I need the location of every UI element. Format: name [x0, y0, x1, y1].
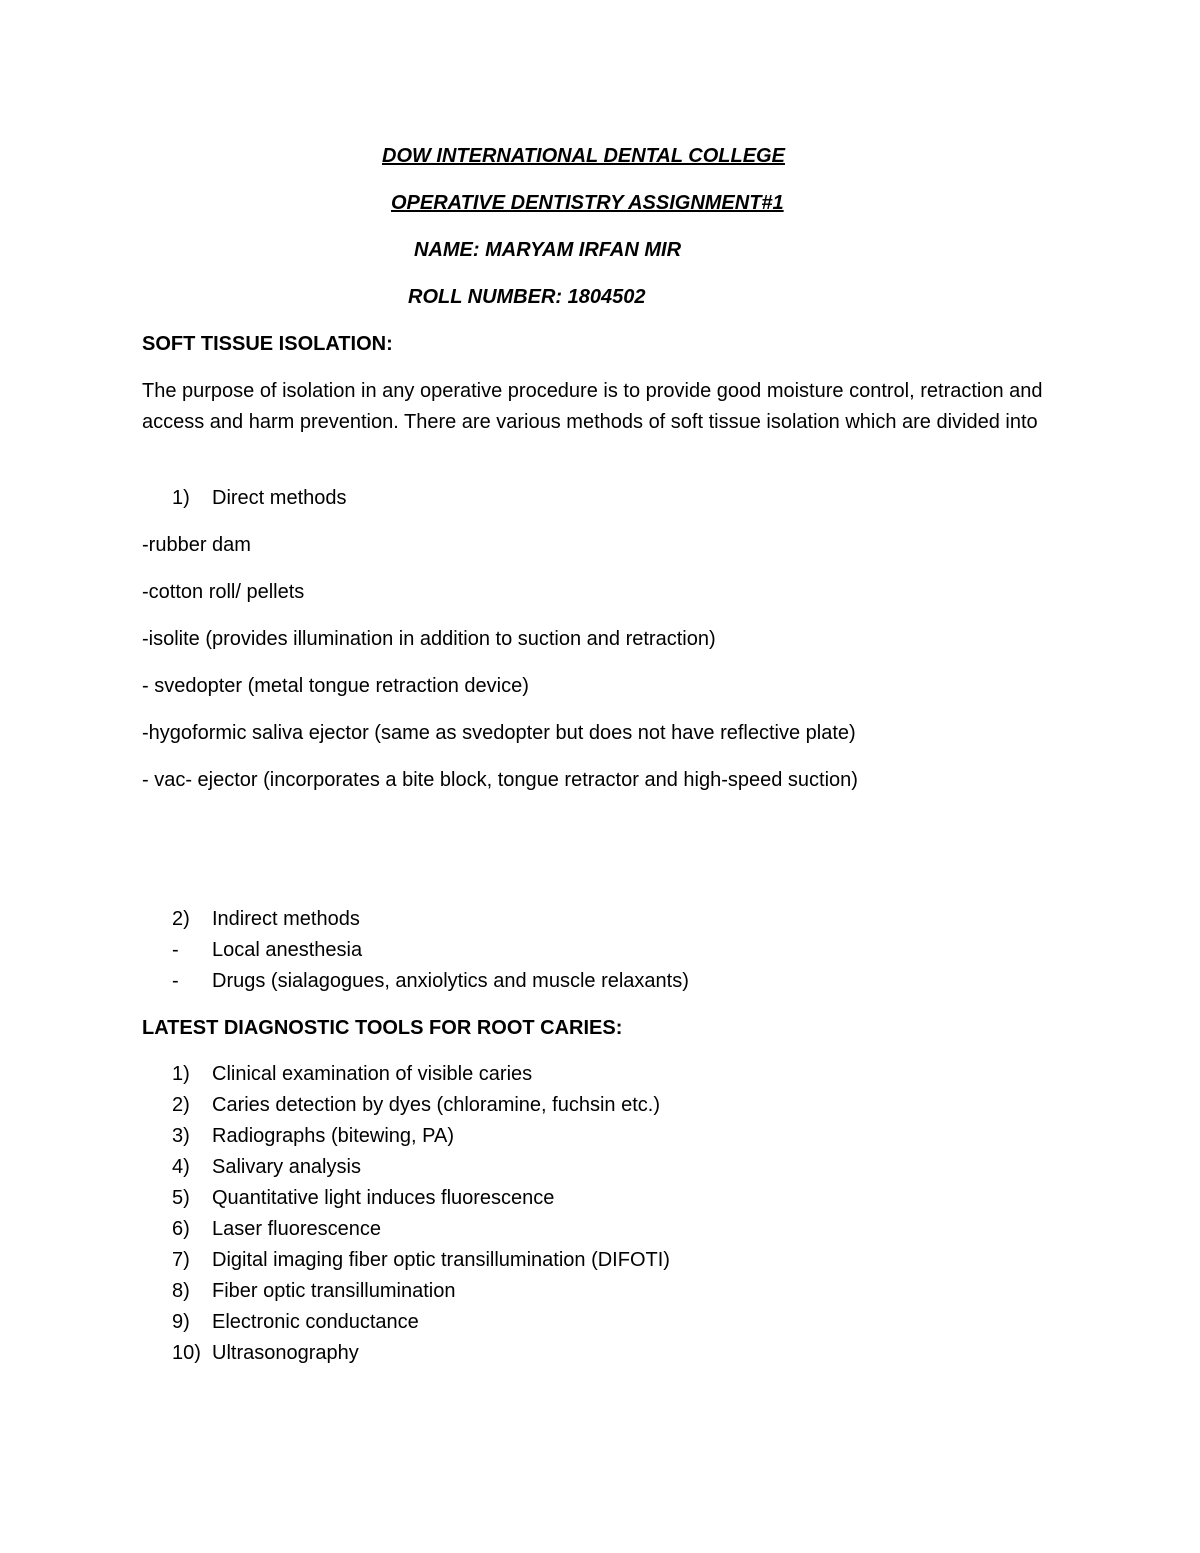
- list-marker: 10): [172, 1342, 201, 1364]
- diagnostic-item-text: Ultrasonography: [212, 1342, 359, 1364]
- list-marker: 7): [172, 1249, 190, 1271]
- diagnostic-heading: LATEST DIAGNOSTIC TOOLS FOR ROOT CARIES:: [142, 1017, 623, 1039]
- direct-item-rubber-dam: -rubber dam: [142, 534, 251, 556]
- indirect-item-text: Local anesthesia: [212, 939, 363, 961]
- diagnostic-item: [172, 1124, 454, 1148]
- list-marker: -: [172, 970, 179, 992]
- indirect-methods-item: [172, 907, 360, 931]
- roll-number: ROLL NUMBER: 1804502: [408, 286, 646, 308]
- diagnostic-item-text: Laser fluorescence: [212, 1218, 381, 1240]
- direct-item-cotton-roll: -cotton roll/ pellets: [142, 581, 305, 603]
- college-title: DOW INTERNATIONAL DENTAL COLLEGE: [382, 145, 785, 167]
- diagnostic-item: [172, 1186, 554, 1210]
- student-name: NAME: MARYAM IRFAN MIR: [414, 239, 682, 261]
- indirect-item-text: Drugs (sialagogues, anxiolytics and muscle relaxants): [212, 970, 689, 992]
- indirect-item-local-anesthesia: [172, 938, 362, 962]
- diagnostic-item-text: Digital imaging fiber optic transillumination (DIFOTI): [212, 1249, 670, 1271]
- direct-methods-label: Direct methods: [212, 487, 347, 509]
- list-marker: -: [172, 939, 179, 961]
- list-marker: 3): [172, 1125, 190, 1147]
- direct-item-svedopter: - svedopter (metal tongue retraction device): [142, 675, 529, 697]
- list-marker: 2): [172, 908, 190, 930]
- list-marker: 2): [172, 1094, 190, 1116]
- diagnostic-item: [172, 1062, 532, 1086]
- diagnostic-item-text: Fiber optic transillumination: [212, 1280, 456, 1302]
- diagnostic-item-text: Radiographs (bitewing, PA): [212, 1125, 454, 1147]
- diagnostic-item: [172, 1217, 381, 1241]
- diagnostic-item-text: Caries detection by dyes (chloramine, fuchsin etc.): [212, 1094, 660, 1116]
- soft-tissue-paragraph: The purpose of isolation in any operative procedure is to provide good moisture control, retraction and access and harm prevention. There are various methods of soft tissue isolation which are divided into: [142, 380, 1043, 433]
- direct-methods-item: [172, 486, 347, 510]
- soft-tissue-heading: SOFT TISSUE ISOLATION:: [142, 333, 393, 355]
- diagnostic-item-text: Electronic conductance: [212, 1311, 419, 1333]
- diagnostic-item: [172, 1155, 361, 1179]
- list-marker: 4): [172, 1156, 190, 1178]
- list-marker: 1): [172, 1063, 190, 1085]
- list-marker: 9): [172, 1311, 190, 1333]
- diagnostic-item: [172, 1248, 670, 1272]
- list-marker: 6): [172, 1218, 190, 1240]
- diagnostic-item-text: Clinical examination of visible caries: [212, 1063, 533, 1085]
- diagnostic-item-text: Salivary analysis: [212, 1156, 361, 1178]
- list-marker: 8): [172, 1280, 190, 1302]
- diagnostic-item: [172, 1341, 359, 1365]
- diagnostic-item: [172, 1093, 660, 1117]
- direct-item-isolite: -isolite (provides illumination in addition to suction and retraction): [142, 628, 716, 650]
- list-marker: 1): [172, 487, 190, 509]
- indirect-methods-label: Indirect methods: [212, 908, 360, 930]
- direct-item-vac-ejector: - vac- ejector (incorporates a bite block, tongue retractor and high-speed suction): [142, 769, 858, 791]
- indirect-item-drugs: [172, 969, 689, 993]
- diagnostic-item-text: Quantitative light induces fluorescence: [212, 1187, 555, 1209]
- list-marker: 5): [172, 1187, 190, 1209]
- assignment-title: OPERATIVE DENTISTRY ASSIGNMENT#1: [391, 192, 784, 214]
- diagnostic-item: [172, 1279, 455, 1303]
- direct-item-saliva-ejector: -hygoformic saliva ejector (same as svedopter but does not have reflective plate): [142, 722, 856, 744]
- diagnostic-item: [172, 1310, 419, 1334]
